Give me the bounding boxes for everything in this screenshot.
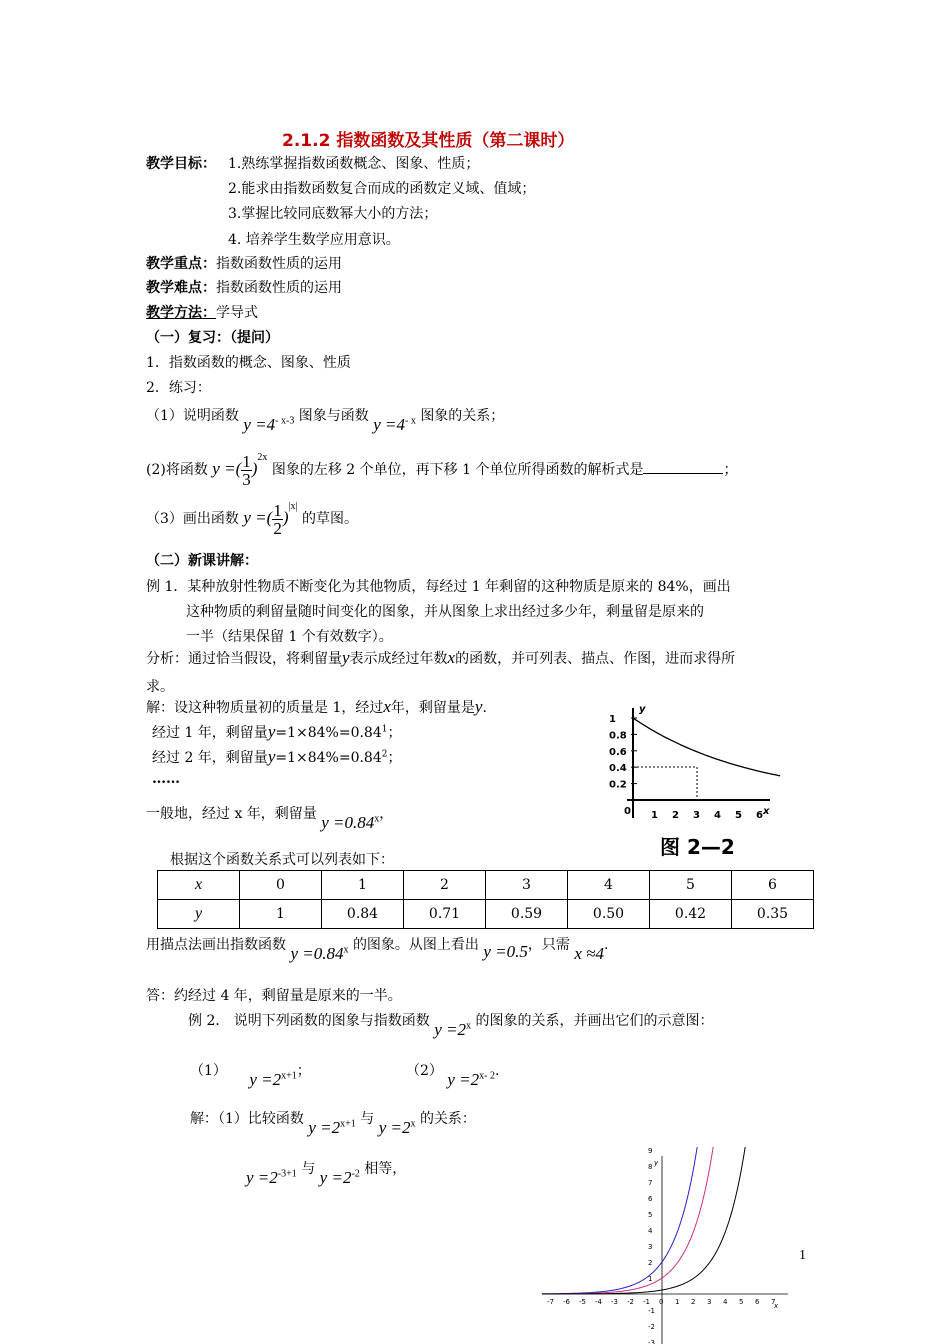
y-tick-label: 7 [648,1179,653,1187]
y-tick-label: 9 [648,1147,653,1155]
x-tick-label: 7 [771,1298,776,1306]
y-tick-label: -2 [648,1323,655,1331]
new-lesson-heading: （二）新课讲解： [146,553,258,569]
y-tick-label: -3 [648,1339,655,1344]
exercise-2-text-a: (2)将函数 [146,462,208,478]
y-tick-label: 1 [609,714,616,725]
page-number: 1 [799,1248,806,1263]
objective-2: 2.能求由指数函数复合而成的函数定义域、值域； [228,181,536,197]
x-tick-label: 4 [723,1298,728,1306]
answer-blank [643,461,723,474]
exercise-3 [146,501,358,537]
table-row [158,900,814,929]
exercise-2-text-b: 图象的左移 2 个单位，再下移 1 个单位所得函数的解析式是 [271,462,644,478]
after-1-year: 经过 1 年，剩留量$y=1\times 84\%=0.84^1$； [152,722,402,741]
figure-caption: 图 2—2 [660,835,735,859]
method-text: 学导式 [216,305,258,321]
y-tick-label: -1 [648,1307,655,1315]
difficulty-text: 指数函数性质的运用 [216,280,342,296]
exercise-2-formula: y =( $\frac{1}{3}$ )$^{2x}$ [212,451,268,489]
after-2-years: 经过 2 年，剩留量$y=1\times 84\%=0.84^2$； [152,747,402,766]
y-tick-label: 3 [648,1243,653,1251]
difficulty [146,277,342,297]
x-tick-label: 0 [659,1298,664,1306]
x-tick-label: 1 [675,1298,680,1306]
table-cell: 5 [650,871,732,900]
table-cell: 3 [486,871,568,900]
exercise-3-formula: y =( $\frac{1}{2}$ )$^{|x|}$ [243,500,298,538]
exponential-graph-figure [538,1147,794,1344]
solution-2-line: 解：（1）比较函数 $y =2^{x+1}$ 与 $y =2^x$ 的关系： [190,1111,476,1137]
y-tick-label: 0.6 [609,746,627,758]
table-cell: 1 [322,871,404,900]
y-axis-label: y [654,1159,659,1167]
table-cell: 0 [240,871,322,900]
x-tick-label: 2 [691,1298,696,1306]
table-header-cell: y [158,900,240,929]
table-cell: 0.50 [568,900,650,929]
x-tick-label: 3 [707,1298,712,1306]
y-tick-label: 5 [648,1211,653,1219]
exercise-1 [146,405,505,434]
decay-graph-figure [605,700,780,865]
review-heading: （一）复习：（提问） [146,330,279,346]
example-1-line-2: 这种物质的剩留量随时间变化的图象，并从图象上求出经过多少年，剩量留是原来的 [186,604,704,620]
exercise-2-text-c: ； [723,462,738,478]
table-cell: 4 [568,871,650,900]
x-tick-label: 3 [693,810,700,821]
decay-curve [633,718,780,776]
table-cell: 1 [240,900,322,929]
x-tick-label: -4 [595,1298,602,1306]
table-cell: 0.71 [404,900,486,929]
method-label: 教学方法： [146,305,216,321]
y-tick-label: 0.4 [609,763,627,775]
page-title: 2.1.2 指数函数及其性质（第二课时） [282,131,575,151]
objective-3: 3.掌握比较同底数幂大小的方法； [228,206,438,222]
answer-line: 答：约经过 4 年，剩留量是原来的一半。 [146,988,402,1004]
example-1-line-3: 一半（结果保留 1 个有效数字）。 [186,629,393,645]
exercise-1-formula-2: $y =4^{- x}$ [373,415,416,434]
ellipsis: …… [152,771,180,787]
exercise-1-formula-1: $y =4^{- x-3}$ [243,415,295,434]
review-item-1: 1．指数函数的概念、图象、性质 [146,355,351,371]
x-tick-label: 6 [756,810,763,821]
x-tick-label: -3 [611,1298,618,1306]
x-tick-label: -6 [563,1298,570,1306]
x-tick-label: -2 [627,1298,634,1306]
x-tick-label: 2 [672,810,679,821]
example-1-line-1: 例 1．某种放射性物质不断变化为其他物质，每经过 1 年剩留的这种物质是原来的 84%，画出 [146,579,731,595]
table-header-cell: x [158,871,240,900]
x-axis-label: x [763,806,770,817]
key-point-label: 教学重点： [146,256,216,272]
exercise-1-text-a: （1）说明函数 [146,408,239,424]
exercise-3-text-a: （3）画出函数 [146,511,239,527]
y-tick-label: 0.8 [609,730,627,742]
x-tick-label: 5 [735,810,742,821]
general-formula-line: 一般地，经过 x 年，剩留量 $y =0.84^x$， [146,806,394,832]
example-2-part-1: （1） $y =2^{x+1}$； [190,1063,311,1089]
objectives-label: 教学目标： [146,156,216,172]
curve-2-pow-x-plus-1 [542,1147,697,1294]
objective-4: 4. 培养学生数学应用意识。 [228,232,400,248]
exercise-1-text-c: 图象的关系； [420,408,505,424]
exercise-1-text-b: 图象与函数 [298,408,369,424]
exercise-3-text-b: 的草图。 [301,511,358,527]
review-item-2: 2．练习： [146,380,211,396]
y-tick-label: 2 [648,1259,653,1267]
example-2-part-2: （2） $y =2^{x- 2}$. [406,1063,500,1089]
y-axis-label: y [639,704,646,715]
x-tick-label: -5 [579,1298,586,1306]
curve-2-pow-x [542,1147,713,1294]
x-tick-label: 4 [714,810,721,821]
equality-line: $y =2^{-3+1}$ 与 $y =2^{-2}$ 相等， [246,1161,407,1187]
table-cell: 0.35 [732,900,814,929]
y-tick-label: 8 [648,1163,653,1171]
analysis-line-1: 分析：通过恰当假设，将剩留量y表示成经过年数x的函数，并可列表、描点、作图，进而求得所 [146,648,736,667]
table-row [158,871,814,900]
table-intro: 根据这个函数关系式可以列表如下： [170,852,394,868]
table-cell: 0.59 [486,900,568,929]
x-tick-label: 5 [739,1298,744,1306]
table-cell: 0.84 [322,900,404,929]
difficulty-label: 教学难点： [146,280,216,296]
curve-2-pow-x-minus-2 [542,1147,745,1294]
exercise-2 [146,452,737,488]
table-cell: 2 [404,871,486,900]
x-axis-label: x [774,1302,779,1310]
y-tick-label: 4 [648,1227,653,1235]
data-table [157,870,814,929]
key-point [146,253,342,273]
y-tick-label: 6 [648,1195,653,1203]
y-tick-label: 1 [648,1275,653,1283]
key-point-text: 指数函数性质的运用 [216,256,342,272]
method [146,302,258,322]
objective-1: 1.熟练掌握指数函数概念、图象、性质； [228,156,480,172]
plot-sentence: 用描点法画出指数函数 $y =0.84^x$ 的图象。从图上看出 y =0.5，只需 x ≈4. [146,937,609,963]
table-cell: 0.42 [650,900,732,929]
origin-label: 0 [624,806,631,817]
x-tick-label: 1 [651,810,658,821]
x-tick-label: -7 [547,1298,554,1306]
x-tick-label: -1 [643,1298,650,1306]
y-tick-label: 0.2 [609,779,627,791]
solution-line: 解：设这种物质量初的质量是 1，经过x年，剩留量是y. [146,697,487,716]
table-cell: 6 [732,871,814,900]
x-tick-label: 6 [755,1298,760,1306]
example-2-line: 例 2． 说明下列函数的图象与指数函数 $y =2^x$ 的图象的关系，并画出它们的示意图： [188,1013,714,1039]
analysis-line-2: 求。 [146,679,174,695]
